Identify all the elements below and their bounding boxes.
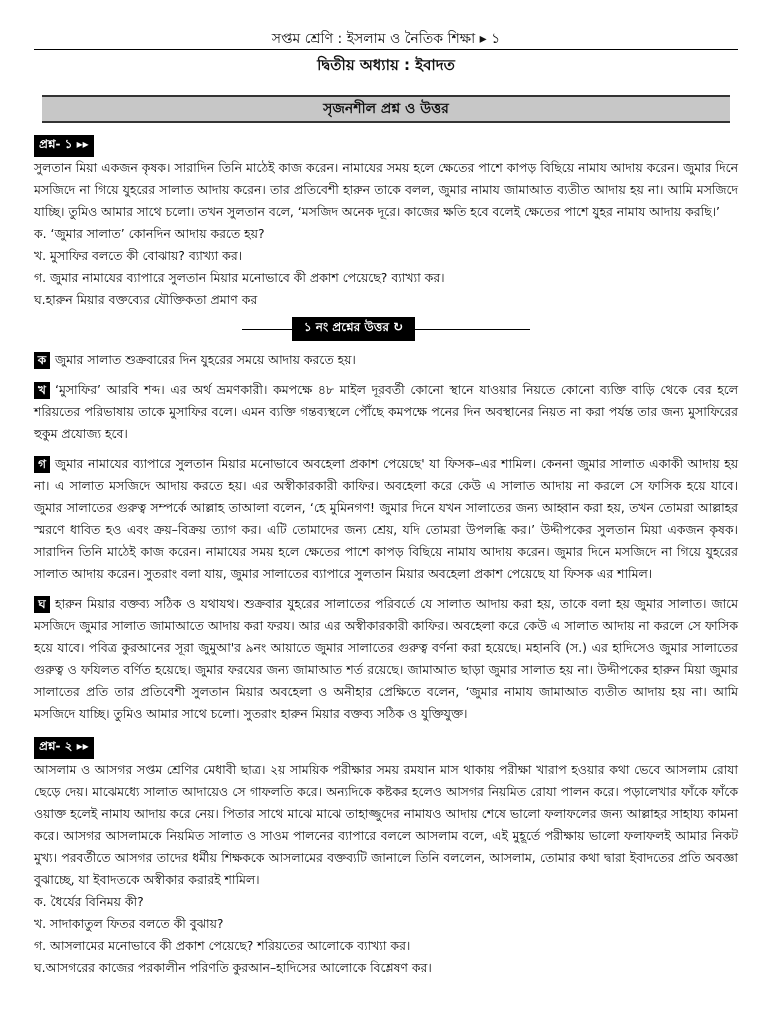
question-2	[34, 733, 738, 979]
question-1	[34, 131, 738, 311]
answer-1-ga-text: জুমার নামাযের ব্যাপারে সুলতান মিয়ার মনোভাবে অবহেলা প্রকাশ পেয়েছে' যা ফিসক–এর শামিল। কেননা জুমার সালাত একাকী আদায় হয় না। এ সালাত মসজিদে আদায় করতে হয়। এর অস্বীকারকারী কাফির। অবহেলা করে কেউ এ সালাত আদায় না করলে সে ফাসিক হয়ে যাবে। জুমার সালাতের গুরুত্ব সম্পর্কে আল্লাহ তাআলা বলেন, ‘হে মুমিনগণ! জুমার দিনে যখন সালাতের জন্য আহ্বান করা হয়, তখন তোমরা আল্লাহর স্মরণে ধাবিত হও এবং ক্রয়–বিক্রয় ত্যাগ কর। এটি তোমাদের জন্য শ্রেয়, যদি তোমরা উপলব্ধি কর।’ উদ্দীপকের সুলতান মিয়া একজন কৃষক। সারাদিন তিনি মাঠেই কাজ করেন। নামাযের সময় হলে ক্ষেতের পাশে কাপড় বিছিয়ে নামায আদায় করেন। জুমার দিনে মসজিদে না গিয়ে যুহরের সালাত আদায় করেন। সুতরাং বলা যায়, জুমার সালাতের ব্যাপারে সুলতান মিয়ার অবহেলা প্রকাশ পেয়েছে যা ফিসক এর শামিল।	[34, 456, 738, 581]
chapter-title: দ্বিতীয় অধ্যায় : ইবাদত	[317, 56, 455, 74]
answer-1-ka-text: জুমার সালাত শুক্রবারের দিন যুহরের সময়ে আদায় করতে হয়।	[55, 352, 356, 367]
question-1-ga: গ. জুমার নামাযের ব্যাপারে সুলতান মিয়ার মনোভাবে কী প্রকাশ পেয়েছে? ব্যাখ্যা কর।	[34, 270, 445, 285]
question-2-kha: খ. সাদাকাতুল ফিতর বলতে কী বুঝায়?	[34, 916, 224, 931]
answer-1-ka	[34, 349, 738, 371]
question-1-label: প্রশ্ন- ১ ▸▸	[34, 135, 94, 157]
question-2-ka: ক. ধৈর্যের বিনিময় কী?	[34, 894, 144, 909]
answer-1-rule-right	[415, 329, 530, 330]
answer-1	[34, 349, 738, 725]
answer-1-header	[34, 317, 738, 341]
answer-1-label: ১ নং প্রশ্নের উত্তর ↻	[292, 317, 415, 341]
answer-1-ga	[34, 453, 738, 585]
answer-1-kha	[34, 379, 738, 445]
question-1-stem: সুলতান মিয়া একজন কৃষক। সারাদিন তিনি মাঠেই কাজ করেন। নামাযের সময় হলে ক্ষেতের পাশে কাপড় বিছিয়ে নামায আদায় করেন। জুমার দিনে মসজিদে না গিয়ে যুহরের সালাত আদায় করেন। তার প্রতিবেশী হারুন তাকে বলল, জুমার নামায জামাআত ব্যতীত আদায় হয় না। আমি মসজিদে যাচ্ছি। তুমিও আমার সাথে চলো। তখন সুলতান বলে, ‘মসজিদ অনেক দূরে। কাজের ক্ষতি হবে বলেই ক্ষেতের পাশে যুহর নামায আদায় করছি।’	[34, 160, 738, 219]
question-2-ga: গ. আসলামের মনোভাবে কী প্রকাশ পেয়েছে? শরিয়তের আলোকে ব্যাখ্যা কর।	[34, 938, 411, 953]
answer-gha-mark: ঘ	[34, 596, 50, 613]
question-2-label: প্রশ্ন- ২ ▸▸	[34, 737, 94, 759]
running-head: সপ্তম শ্রেণি : ইসলাম ও নৈতিক শিক্ষা ▸ ১	[271, 31, 501, 47]
answer-1-rule-left	[242, 329, 292, 330]
answer-1-gha-text: হারুন মিয়ার বক্তব্য সঠিক ও যথাযথ। শুক্রবার যুহরের সালাতের পরিবর্তে যে সালাত আদায় করা হয়, তাকে বলা হয় জুমার সালাত। জামে মসজিদে জুমার সালাত জামাআতে আদায় করা ফরয। আর এর অস্বীকারকারী কাফির। অবহেলা করে কেউ এ সালাত আদায় না করলে সে ফাসিক হয়ে যাবে। পবিত্র কুরআনের সূরা জুমুআ'র ৯নং আয়াতে জুমার সালাতের গুরুত্ব বর্ণনা করা হয়েছে। মহানবি (স.) এর হাদিসেও জুমার সালাতের গুরুত্ব ও ফযিলত বর্ণিত হয়েছে। জুমার ফরযের জন্য জামাআত শর্ত রয়েছে। জামাআত ছাড়া জুমার সালাত হয় না। উদ্দীপকের হারুন মিয়া জুমার সালাতের প্রতি তার প্রতিবেশী সুলতান মিয়ার অবহেলা ও অনীহার প্রেক্ষিতে বলেন, ‘জুমার নামায জামাআত ব্যতীত আদায় হয় না। আমি মসজিদে যাচ্ছি। তুমিও আমার সাথে চলো। সুতরাং হারুন মিয়ার বক্তব্য সঠিক ও যুক্তিযুক্ত।	[34, 596, 738, 721]
answer-1-gha	[34, 593, 738, 725]
section-banner: সৃজনশীল প্রশ্ন ও উত্তর	[42, 95, 730, 123]
question-2-stem: আসলাম ও আসগর সপ্তম শ্রেণির মেধাবী ছাত্র। ২য় সাময়িক পরীক্ষার সময় রমযান মাস থাকায় পরীক্ষা খারাপ হওয়ার কথা ভেবে আসলাম রোযা ছেড়ে দেয়। মাঝেমধ্যে সালাত আদায়েও সে গাফলতি করে। অন্যদিকে কষ্টকর হলেও আসগর নিয়মিত রোযা পালন করে। পড়ালেখার ফাঁকে ফাঁকে ওয়াক্ত হলেই নামায আদায় করে নেয়। পিতার সাথে মাঝে মাঝে তাহাজ্জুদের নামাযও আদায় শেষে ভালো ফলাফলের জন্য আল্লাহর সাহায্য কামনা করে। আসগর আসলামকে নিয়মিত সালাত ও সাওম পালনের ব্যাপারে বললে আসলাম বলে, এই মুহূর্তে পরীক্ষায় ভালো ফলাফলই আমার নিকট মুখ্য। পরবর্তীতে আসগর তাদের ধর্মীয় শিক্ষককে আসলামের বক্তব্যটি জানালে তিনি বললেন, আসলাম, তোমার কথা দ্বারা ইবাদতের প্রতি অবজ্ঞা বুঝাচ্ছে, যা ইবাদতকে অস্বীকার করারই শামিল।	[34, 762, 738, 887]
question-2-gha: ঘ.আসগরের কাজের পরকালীন পরিণতি কুরআন–হাদিসের আলোকে বিশ্লেষণ কর।	[34, 960, 432, 975]
question-1-ka: ক. ‘জুমার সালাত’ কোনদিন আদায় করতে হয়?	[34, 226, 265, 241]
answer-ga-mark: গ	[34, 456, 50, 473]
question-1-kha: খ. মুসাফির বলতে কী বোঝায়? ব্যাখ্যা কর।	[34, 248, 243, 263]
answer-1-kha-text: ‘মুসাফির’ আরবি শব্দ। এর অর্থ ভ্রমণকারী। কমপক্ষে ৪৮ মাইল দূরবর্তী কোনো স্থানে যাওয়ার নিয়তে কোনো ব্যক্তি বাড়ি থেকে বের হলে শরিয়তের পরিভাষায় তাকে মুসাফির বলে। এমন ব্যক্তি গন্তব্যস্থলে পৌঁছে কমপক্ষে পনের দিন অবস্থানের নিয়ত না করা পর্যন্ত তার জন্য মুসাফিরের হুকুম প্রযোজ্য হবে।	[34, 382, 738, 441]
answer-kha-mark: খ	[34, 382, 50, 399]
answer-ka-mark: ক	[34, 352, 50, 369]
question-1-gha: ঘ.হারুন মিয়ার বক্তব্যের যৌক্তিকতা প্রমাণ কর	[34, 292, 258, 307]
